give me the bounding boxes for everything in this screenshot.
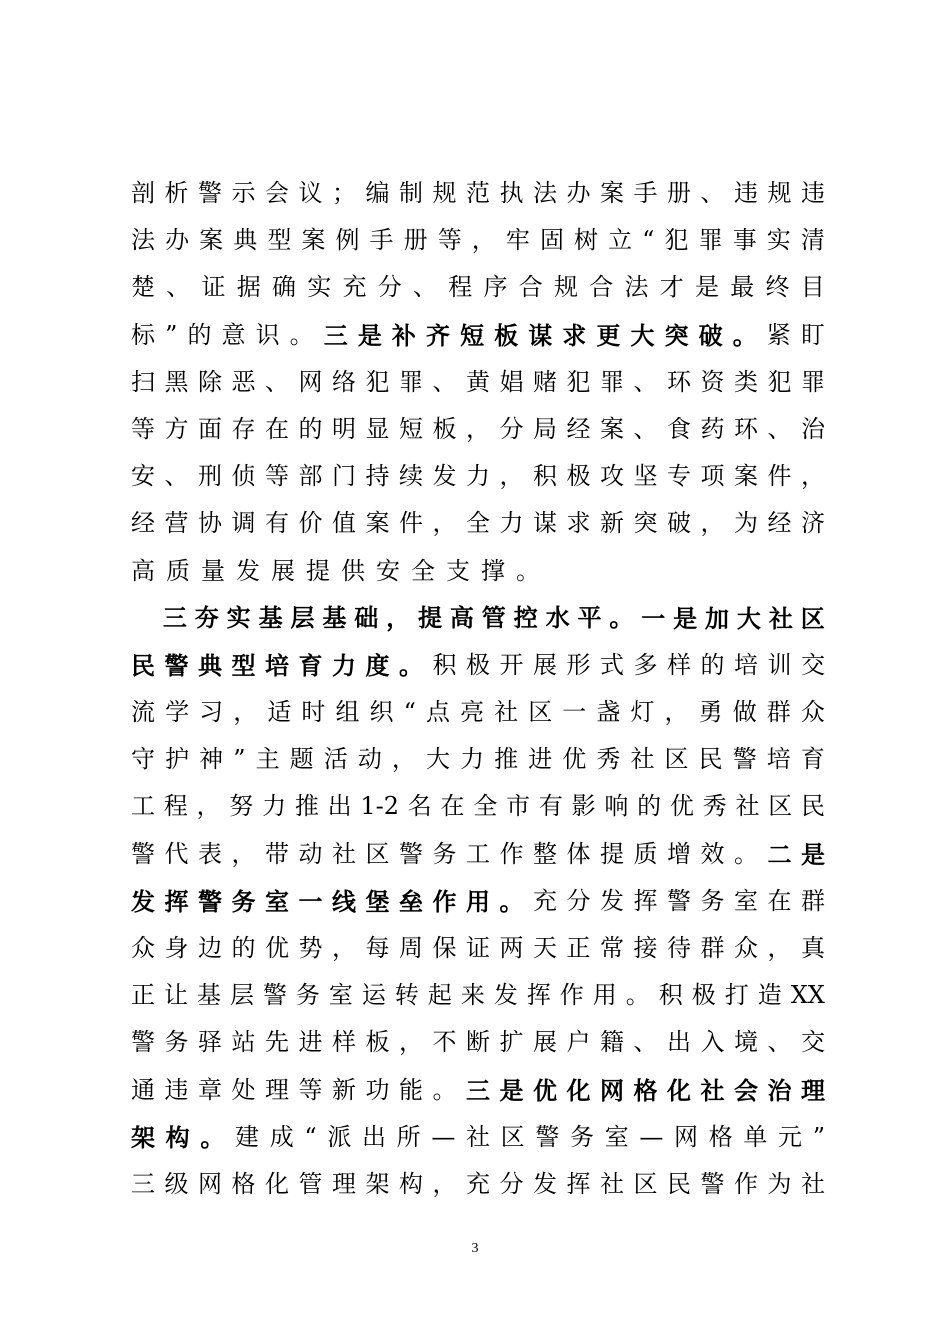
page-number: 3 [471,1241,479,1256]
text-line: 工 程 ， 努 力 推 出 1-2 名 在 全 市 有 影 响 的 优 秀 社 区 民 [131,783,825,830]
text-line: 剖 析 警 示 会 议 ； 编 制 规 范 执 法 办 案 手 册 、 违 规 违 [131,179,825,207]
text-line: 安 、 刑 侦 等 部 门 持 续 发 力 ， 积 极 攻 坚 专 项 案 件 ， [131,462,825,491]
text-line: 架 构 。 建 成 “ 派 出 所 — 社 区 警 务 室 — 网 格 单 元 ” [131,1122,825,1152]
text-line: 民 警 典 型 培 育 力 度 。 积 极 开 展 形 式 多 样 的 培 训 交 [131,650,825,680]
text-line: 警 务 驿 站 先 进 样 板 ， 不 断 扩 展 户 籍 、 出 入 境 、 交 [131,1028,825,1057]
text-line: 众 身 边 的 优 势 ， 每 周 保 证 两 天 正 常 接 待 群 众 ， 真 [131,934,825,962]
text-line: 法 办 案 典 型 案 例 手 册 等 ， 牢 固 树 立 “ 犯 罪 事 实 清 [131,226,825,255]
text-line: 三 夯 实 基 层 基 础 ， 提 高 管 控 水 平 。 一 是 加 大 社 区 [162,603,825,633]
text-line: 扫 黑 除 恶 、 网 络 犯 罪 、 黄 娼 赌 犯 罪 、 环 资 类 犯 罪 [131,367,825,396]
text-line: 通 违 章 处 理 等 新 功 能 。 三 是 优 化 网 格 化 社 会 治 理 [131,1075,825,1105]
text-line: 高 质 量 发 展 提 供 安 全 支 撑 。 [131,556,551,585]
text-line: 流 学 习 ， 适 时 组 织 “ 点 亮 社 区 一 盏 灯 ， 勇 做 群 众 [131,698,825,727]
text-line: 标 ” 的 意 识 。 三 是 补 齐 短 板 谋 求 更 大 突 破 。 紧 盯 [131,320,825,350]
text-segment: XX [790,981,825,1010]
text-segment: 1-2 [360,792,400,821]
text-line: 楚 、 证 据 确 实 充 分 、 程 序 合 规 合 法 才 是 最 终 目 [131,273,825,302]
text-line: 正 让 基 层 警 务 室 运 转 起 来 发 挥 作 用 。 积 极 打 造 XX [131,972,825,1019]
text-line: 发 挥 警 务 室 一 线 堡 垒 作 用 。 充 分 发 挥 警 务 室 在 群 [131,886,825,916]
text-line: 守 护 神 ” 主 题 活 动 ， 大 力 推 进 优 秀 社 区 民 警 培 育 [131,745,825,774]
text-line: 等 方 面 存 在 的 明 显 短 板 ， 分 局 经 案 、 食 药 环 、 治 [131,414,825,443]
text-line: 三 级 网 格 化 管 理 架 构 ， 充 分 发 挥 社 区 民 警 作 为 社 [131,1169,825,1198]
text-line: 经 营 协 调 有 价 值 案 件 ， 全 力 谋 求 新 突 破 ， 为 经 济 [131,509,825,538]
text-line: 警 代 表 ， 带 动 社 区 警 务 工 作 整 体 提 质 增 效 。 二 是 [131,839,825,869]
body-text [131,170,825,1208]
